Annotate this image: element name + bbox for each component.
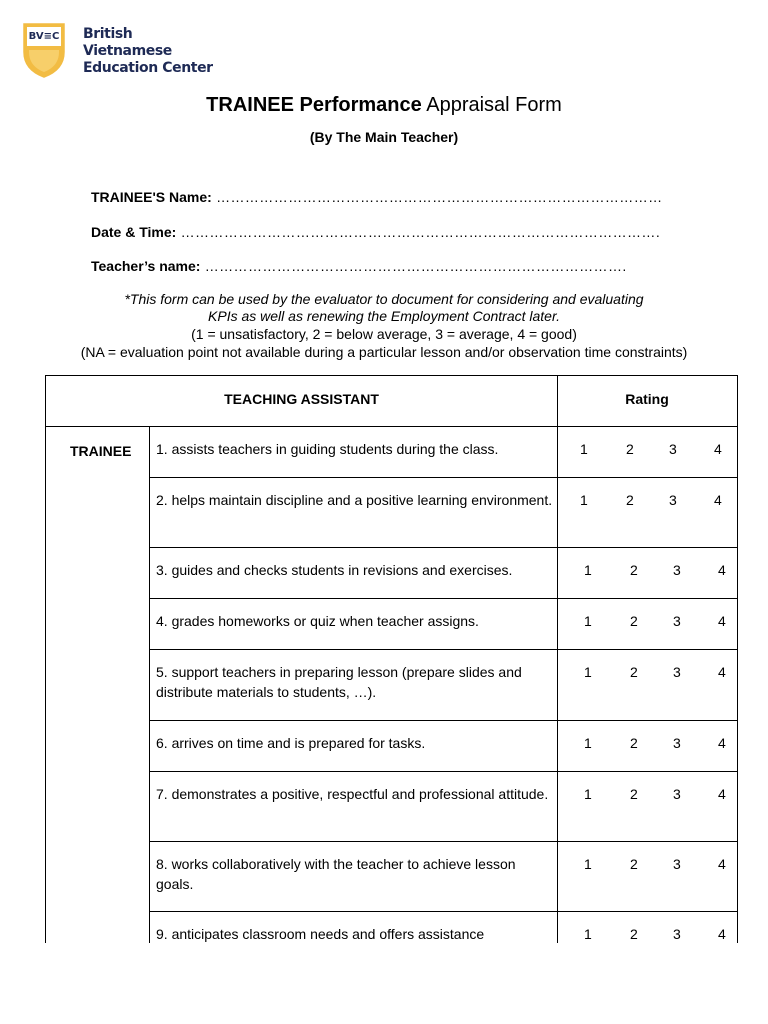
rating-option-4[interactable]: 4	[718, 786, 726, 802]
header-teaching-assistant: TEACHING ASSISTANT	[224, 391, 379, 407]
row-group-trainee: TRAINEE	[70, 443, 132, 459]
criterion-text: 7. demonstrates a positive, respectful and professional attitude.	[156, 786, 549, 802]
rating-option-1[interactable]: 1	[584, 786, 592, 802]
rating-option-1[interactable]: 1	[584, 856, 592, 872]
criterion-text: 1. assists teachers in guiding students during the class.	[156, 441, 499, 457]
bvec-logo	[22, 22, 222, 82]
rating-option-4[interactable]: 4	[714, 441, 722, 457]
date-time-dots: ……………………………………………………………………………………….	[176, 224, 661, 240]
rating-option-1[interactable]: 1	[580, 441, 588, 457]
trainee-name-label: TRAINEE'S Name:	[91, 189, 212, 205]
page-title	[0, 94, 768, 117]
rating-option-1[interactable]: 1	[584, 735, 592, 751]
form-note-line2: KPIs as well as renewing the Employment Contract later.	[208, 308, 560, 324]
trainee-name-dots: …………………………………………………………………………………	[211, 189, 663, 205]
rating-option-1[interactable]: 1	[580, 492, 588, 508]
teacher-name-field	[91, 258, 627, 274]
brand-name	[83, 26, 222, 77]
header-rating: Rating	[625, 391, 669, 407]
header-divider	[46, 426, 738, 427]
group-divider	[149, 426, 150, 943]
rating-option-1[interactable]: 1	[584, 613, 592, 629]
trainee-name-field	[91, 189, 663, 205]
criterion-text: 5. support teachers in preparing lesson (prepare slides and distribute materials to students, …).	[156, 664, 522, 700]
rating-option-2[interactable]: 2	[630, 562, 638, 578]
brand-line2: Education Center	[83, 60, 213, 76]
rating-option-3[interactable]: 3	[673, 926, 681, 942]
rating-option-3[interactable]: 3	[673, 562, 681, 578]
rating-option-3[interactable]: 3	[673, 613, 681, 629]
rating-option-1[interactable]: 1	[584, 926, 592, 942]
title-bold: TRAINEE Performance	[206, 94, 422, 116]
logo-initials: BV≡C	[28, 31, 60, 42]
criterion-text: 2. helps maintain discipline and a positive learning environment.	[156, 492, 553, 508]
criterion-text: 4. grades homeworks or quiz when teacher assigns.	[156, 613, 479, 629]
row-divider	[149, 598, 738, 599]
rating-option-1[interactable]: 1	[584, 664, 592, 680]
rating-option-2[interactable]: 2	[626, 492, 634, 508]
teacher-name-label: Teacher’s name:	[91, 258, 201, 274]
rating-option-2[interactable]: 2	[630, 786, 638, 802]
rating-option-3[interactable]: 3	[673, 786, 681, 802]
rating-option-2[interactable]: 2	[630, 613, 638, 629]
criterion-text: 8. works collaboratively with the teacher to achieve lesson goals.	[156, 856, 516, 892]
appraisal-table	[45, 375, 738, 943]
page-subtitle: (By The Main Teacher)	[309, 129, 459, 145]
rating-option-3[interactable]: 3	[669, 441, 677, 457]
row-divider	[149, 841, 738, 842]
rating-scale-note: (1 = unsatisfactory, 2 = below average, 3 = average, 4 = good)	[191, 326, 577, 342]
brand-line1: British Vietnamese	[83, 26, 172, 59]
rating-option-3[interactable]: 3	[673, 856, 681, 872]
criterion-text: 9. anticipates classroom needs and offers assistance	[156, 926, 485, 942]
form-note-line1: *This form can be used by the evaluator to document for considering and evaluating	[124, 291, 644, 307]
criterion-text: 3. guides and checks students in revisions and exercises.	[156, 562, 513, 578]
date-time-field	[91, 224, 660, 240]
row-divider	[149, 477, 738, 478]
row-divider	[149, 720, 738, 721]
rating-option-3[interactable]: 3	[673, 735, 681, 751]
rating-option-4[interactable]: 4	[718, 735, 726, 751]
rating-option-4[interactable]: 4	[718, 562, 726, 578]
rating-divider	[557, 376, 558, 943]
criterion-text: 6. arrives on time and is prepared for tasks.	[156, 735, 426, 751]
rating-option-4[interactable]: 4	[718, 926, 726, 942]
rating-option-1[interactable]: 1	[584, 562, 592, 578]
rating-option-2[interactable]: 2	[626, 441, 634, 457]
row-divider	[149, 911, 738, 912]
rating-option-2[interactable]: 2	[630, 856, 638, 872]
rating-option-4[interactable]: 4	[718, 664, 726, 680]
row-divider	[149, 547, 738, 548]
row-divider	[149, 649, 738, 650]
date-time-label: Date & Time:	[91, 224, 177, 240]
rating-option-4[interactable]: 4	[714, 492, 722, 508]
title-regular: Appraisal Form	[421, 94, 562, 116]
rating-option-2[interactable]: 2	[630, 735, 638, 751]
rating-option-3[interactable]: 3	[673, 664, 681, 680]
rating-option-4[interactable]: 4	[718, 613, 726, 629]
row-divider	[149, 771, 738, 772]
shield-logo-icon	[22, 22, 66, 78]
rating-option-2[interactable]: 2	[630, 664, 638, 680]
teacher-name-dots: …………………………………………………………………………….	[200, 258, 627, 274]
rating-option-4[interactable]: 4	[718, 856, 726, 872]
rating-option-3[interactable]: 3	[669, 492, 677, 508]
na-note: (NA = evaluation point not available during a particular lesson and/or observation time constraints)	[80, 344, 688, 360]
rating-option-2[interactable]: 2	[630, 926, 638, 942]
